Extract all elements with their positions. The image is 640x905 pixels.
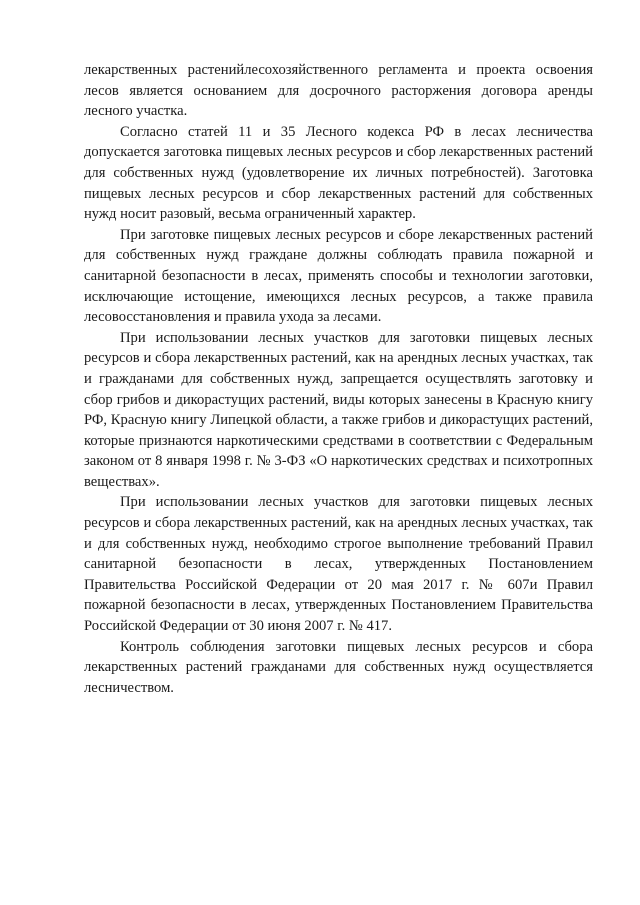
paragraph-2: Согласно статей 11 и 35 Лесного кодекса РФ в лесах лесничества допускается заготовка пищевых лесных ресурсов и сбор лекарственных растений для собственных нужд (удовлетворение их личных потребностей). Заготовка пищевых лесных ресурсов и сбор лекарственных растений для собственных нужд носит разовый, весьма ограниченный характер. bbox=[84, 123, 593, 223]
paragraph-5: При использовании лесных участков для заготовки пищевых лесных ресурсов и сбора лекарственных растений, как на арендных лесных участках, так и для собственных нужд, необходимо строгое выполнение требований Правил санитарной безопасности в лесах, утвержденных Постановлением Правительства Российской Федерации от 20 мая 2017 г. № 607и Правил пожарной безопасности в лесах, утвержденных Постановлением Правительства Российской Федерации от 30 июня 2007 г. № 417. bbox=[84, 494, 593, 635]
paragraph-1: лекарственных растенийлесохозяйственного регламента и проекта освоения лесов является основанием для досрочного расторжения договора аренды лесного участка. bbox=[84, 62, 593, 120]
paragraph-3: При заготовке пищевых лесных ресурсов и сборе лекарственных растений для собственных нужд граждане должны соблюдать правила пожарной и санитарной безопасности в лесах, применять способы и технологии заготовки, исключающие истощение, имеющихся лесных ресурсов, а также правила лесовосстановления и правила ухода за лесами. bbox=[84, 226, 593, 326]
paragraph-6: Контроль соблюдения заготовки пищевых лесных ресурсов и сбора лекарственных растений гражданами для собственных нужд осуществляется лесничеством. bbox=[84, 638, 593, 696]
document-body bbox=[84, 60, 593, 698]
paragraph-4: При использовании лесных участков для заготовки пищевых лесных ресурсов и сбора лекарственных растений, как на арендных лесных участках, так и гражданами для собственных нужд, запрещается осуществлять заготовку и сбор грибов и дикорастущих растений, виды которых занесены в Красную книгу РФ, Красную книгу Липецкой области, а также грибов и дикорастущих растений, которые признаются наркотическими средствами в соответствии с Федеральным законом от 8 января 1998 г. № 3-ФЗ «О наркотических средствах и психотропных веществах». bbox=[84, 329, 593, 490]
